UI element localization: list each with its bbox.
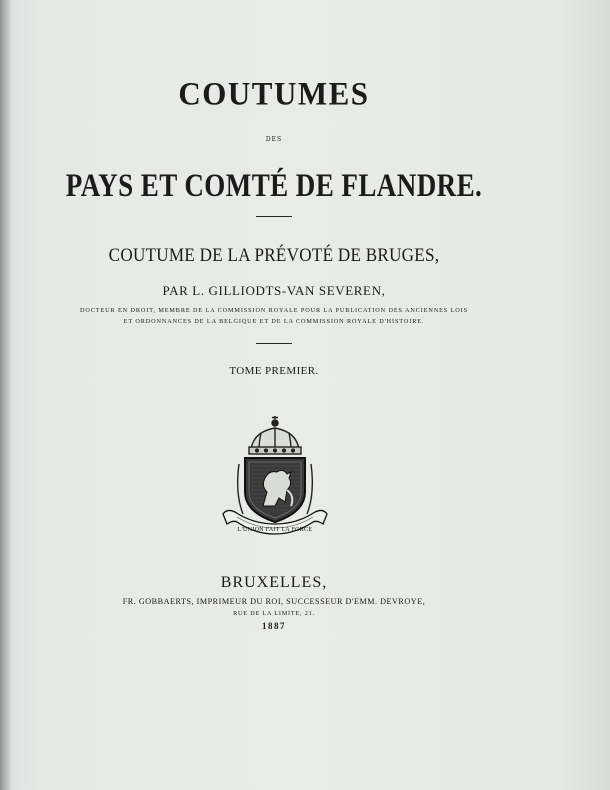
publication-year: 1887 bbox=[262, 621, 286, 631]
title-divider bbox=[256, 216, 292, 217]
author-divider bbox=[256, 343, 292, 344]
title-connector: DES bbox=[265, 136, 283, 143]
book-binding-edge bbox=[0, 0, 12, 790]
author-credentials-line1: DOCTEUR EN DROIT, MEMBRE DE LA COMMISSION ROYALE POUR LA PUBLICATION DES ANCIENNES LOIS bbox=[80, 307, 468, 314]
volume-label: TOME PREMIER. bbox=[229, 365, 319, 377]
subtitle: COUTUME DE LA PRÉVOTÉ DE BRUGES, bbox=[108, 245, 440, 266]
belgian-coat-of-arms-icon bbox=[213, 414, 337, 540]
imprint-printer: FR. GOBBAERTS, IMPRIMEUR DU ROI, SUCCESSEUR D'EMM. DEVROYE, bbox=[122, 597, 426, 606]
main-title-line2: PAYS ET COMTÉ DE FLANDRE. bbox=[65, 168, 483, 204]
author-line: PAR L. GILLIODTS-VAN SEVEREN, bbox=[162, 283, 386, 298]
imprint-city: BRUXELLES, bbox=[220, 574, 328, 591]
author-credentials-line2: ET ORDONNANCES DE LA BELGIQUE ET DE LA COMMISSION ROYALE D'HISTOIRE. bbox=[123, 318, 425, 325]
imprint-street: RUE DE LA LIMITE, 21. bbox=[233, 610, 315, 617]
motto-text: L'UNION FAIT LA FORCE bbox=[237, 527, 313, 533]
main-title-line1: COUTUMES bbox=[178, 75, 370, 112]
